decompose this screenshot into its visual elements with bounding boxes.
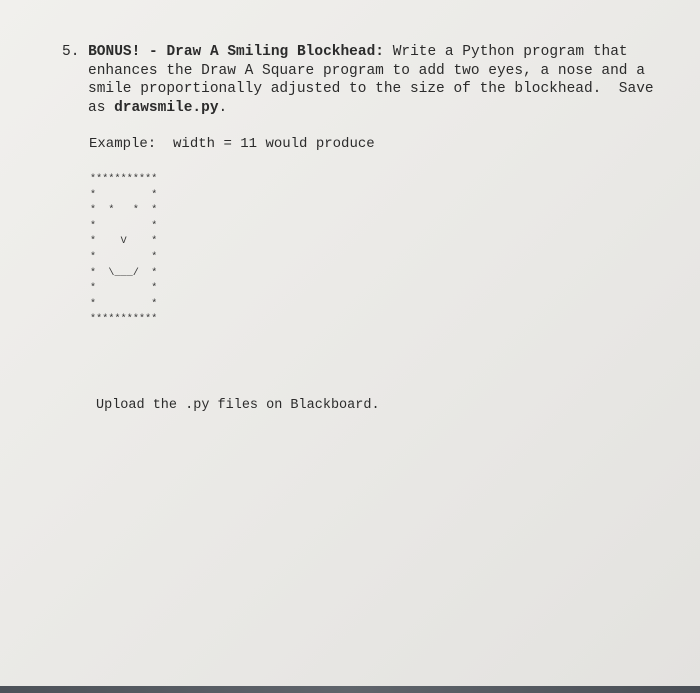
example-text: width = 11 would produce	[173, 136, 375, 152]
question-line-1-text: Write a Python program that	[392, 44, 628, 60]
upload-instruction: Upload the .py files on Blackboard.	[96, 398, 380, 413]
question-line-2: enhances the Draw A Square program to add two eyes, a nose and a	[88, 62, 645, 79]
line-4-suffix: .	[218, 99, 228, 116]
question-5	[62, 43, 682, 117]
question-line-1	[62, 43, 682, 62]
title-dash: -	[149, 44, 158, 60]
example-label: Example:	[89, 136, 157, 152]
bonus-label: BONUS!	[88, 44, 141, 60]
bottom-edge-bar	[0, 686, 700, 693]
blockhead-ascii-art: *********** * * * * * * * * * V * * * * \___/ * * * * * ***********	[90, 174, 158, 326]
example-line	[89, 136, 375, 152]
question-title: Draw A Smiling Blockhead:	[166, 44, 384, 60]
question-line-4	[62, 99, 682, 118]
line-4-prefix: as	[88, 99, 106, 116]
question-number: 5.	[62, 44, 80, 60]
filename: drawsmile.py	[114, 99, 219, 116]
question-line-3: smile proportionally adjusted to the size of the blockhead. Save	[88, 81, 654, 97]
